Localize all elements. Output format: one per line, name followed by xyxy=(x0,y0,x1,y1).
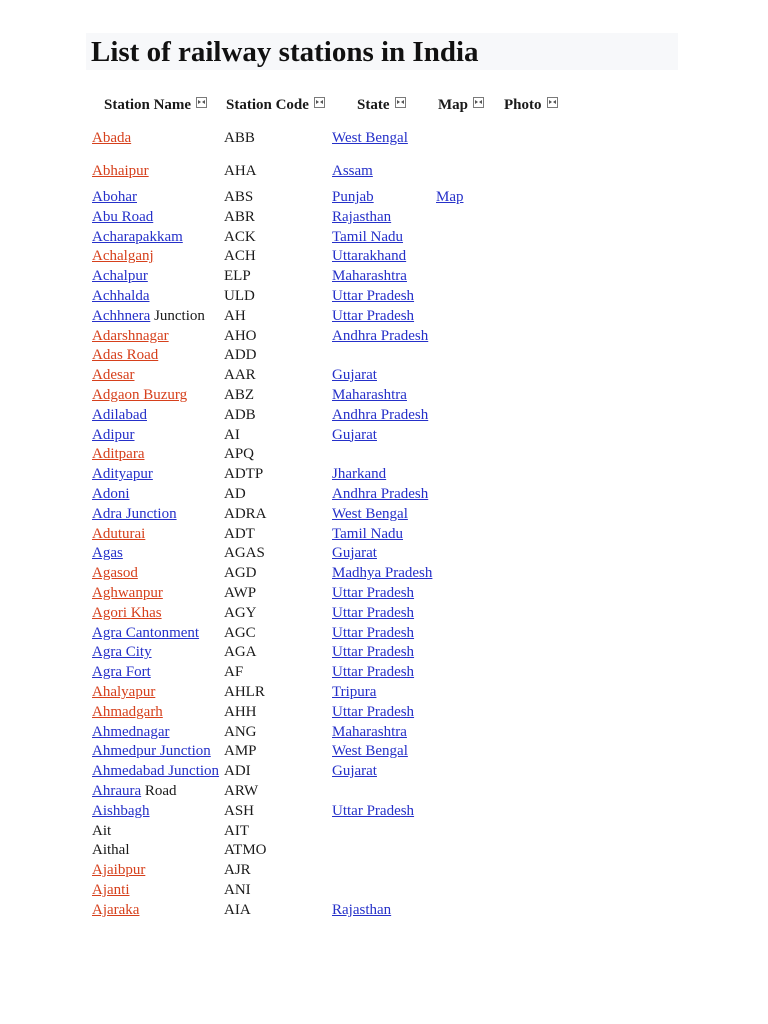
state-cell xyxy=(332,464,386,484)
station-name-link[interactable]: Agasod xyxy=(92,565,138,582)
state-cell xyxy=(332,128,408,148)
state-cell xyxy=(332,662,414,682)
station-code: ADT xyxy=(224,525,255,542)
station-name-link[interactable]: Ahraura xyxy=(92,783,142,799)
state-link[interactable]: Uttarakhand xyxy=(332,248,407,265)
table-row xyxy=(0,781,768,801)
station-name-link[interactable]: Agori Khas xyxy=(92,604,162,621)
station-code: AJR xyxy=(224,862,251,879)
table-row xyxy=(0,702,768,722)
station-name-cell xyxy=(92,682,155,702)
state-cell xyxy=(332,266,407,286)
station-name-link[interactable]: Abu Road xyxy=(92,208,154,225)
state-cell xyxy=(332,504,408,524)
state-link[interactable]: West Bengal xyxy=(332,743,408,760)
station-name-link[interactable]: Adipur xyxy=(92,426,135,443)
table-row xyxy=(0,286,768,306)
state-link[interactable]: Uttar Pradesh xyxy=(332,604,415,621)
station-code: AIT xyxy=(224,822,249,839)
station-name-cell xyxy=(92,623,199,643)
state-link[interactable]: Gujarat xyxy=(332,426,377,443)
header-photo-label: Photo xyxy=(504,97,542,113)
station-code: ELP xyxy=(224,268,251,285)
state-cell xyxy=(332,161,373,181)
station-code: AHLR xyxy=(224,684,265,700)
station-name-cell xyxy=(92,207,153,227)
station-name-link[interactable]: Adarshnagar xyxy=(92,327,169,344)
station-name-cell xyxy=(92,900,139,920)
station-name-link[interactable]: Ajaibpur xyxy=(92,862,146,879)
station-code: AWP xyxy=(224,585,257,601)
station-name-link[interactable]: Acharapakkam xyxy=(92,228,183,245)
station-name-suffix: Junction xyxy=(150,307,205,324)
state-link[interactable]: Gujarat xyxy=(332,367,377,384)
state-link[interactable]: Rajasthan xyxy=(332,208,392,225)
state-link[interactable]: Andhra Pradesh xyxy=(332,327,429,344)
station-code: AHH xyxy=(224,703,257,720)
station-name-cell xyxy=(92,484,130,504)
state-cell xyxy=(332,583,414,603)
state-cell xyxy=(332,722,407,742)
station-name-cell xyxy=(92,425,135,445)
table-row xyxy=(0,405,768,425)
header-state-label: State xyxy=(357,97,390,113)
station-code: ARW xyxy=(224,783,259,799)
station-code: AHA xyxy=(224,163,257,179)
state-link[interactable]: Tamil Nadu xyxy=(332,228,404,245)
station-code: AD xyxy=(224,486,246,502)
state-link[interactable]: Jharkand xyxy=(332,466,387,483)
table-row xyxy=(0,425,768,445)
table-row xyxy=(0,464,768,484)
station-code: ANG xyxy=(224,723,257,740)
station-name-suffix: Road xyxy=(141,783,177,799)
station-name-link[interactable]: Agra City xyxy=(92,644,152,661)
station-code: AAR xyxy=(224,367,256,384)
state-link[interactable]: Assam xyxy=(332,163,373,179)
state-cell xyxy=(332,563,432,583)
state-link[interactable]: Maharashtra xyxy=(332,723,407,740)
station-name-cell xyxy=(92,306,205,326)
station-name-link[interactable]: Adityapur xyxy=(92,466,153,483)
state-cell xyxy=(332,425,377,445)
table-row xyxy=(0,662,768,682)
station-name-link[interactable]: Agra Cantonment xyxy=(92,624,200,641)
table-row xyxy=(0,563,768,583)
table-row xyxy=(0,365,768,385)
map-link[interactable]: Map xyxy=(436,189,464,205)
station-name-cell xyxy=(92,781,177,801)
state-cell xyxy=(332,801,414,821)
station-name-cell xyxy=(92,642,152,662)
table-row xyxy=(0,246,768,266)
station-name-cell xyxy=(92,246,154,266)
table-row xyxy=(0,840,768,860)
station-name-link[interactable]: Ahmednagar xyxy=(92,723,170,740)
state-link[interactable]: Maharashtra xyxy=(332,268,407,285)
station-name-cell xyxy=(92,161,149,181)
state-cell xyxy=(332,385,407,405)
state-cell xyxy=(332,227,403,247)
header-station-name-label: Station Name xyxy=(104,97,192,113)
station-name-link[interactable]: Agra Fort xyxy=(92,664,151,681)
station-name-cell xyxy=(92,761,219,781)
state-link[interactable]: Uttar Pradesh xyxy=(332,703,415,720)
table-row xyxy=(0,484,768,504)
state-link[interactable]: Uttar Pradesh xyxy=(332,644,415,661)
station-name-link[interactable]: Abhaipur xyxy=(92,163,149,179)
table-row xyxy=(0,603,768,623)
station-name-cell xyxy=(92,880,130,900)
station-name-link[interactable]: Adoni xyxy=(92,486,130,502)
table-row xyxy=(0,345,768,365)
station-code: AHO xyxy=(224,327,257,344)
state-cell xyxy=(332,702,414,722)
table-row xyxy=(0,623,768,643)
station-code: ABR xyxy=(224,208,255,225)
station-name-cell xyxy=(92,365,134,385)
table-row xyxy=(0,161,768,181)
state-cell xyxy=(332,246,406,266)
station-code: ACK xyxy=(224,228,256,245)
station-name-link[interactable]: Achalganj xyxy=(92,248,154,265)
state-cell xyxy=(332,405,428,425)
station-code: AIA xyxy=(224,901,251,918)
station-name-link[interactable]: Achhalda xyxy=(92,288,150,304)
station-code: ACH xyxy=(224,248,256,265)
table-row xyxy=(0,682,768,702)
station-name-link[interactable]: Aishbagh xyxy=(92,802,150,819)
station-name-cell xyxy=(92,227,183,247)
table-row xyxy=(0,880,768,900)
state-link[interactable]: Tamil Nadu xyxy=(332,525,404,542)
station-name-link[interactable]: Ahalyapur xyxy=(92,684,156,700)
station-name-cell xyxy=(92,662,151,682)
state-link[interactable]: Andhra Pradesh xyxy=(332,486,429,502)
station-code: ABZ xyxy=(224,387,254,403)
table-row xyxy=(0,741,768,761)
station-name-link[interactable]: Ajanti xyxy=(92,882,130,898)
station-name-cell xyxy=(92,444,144,464)
table-row xyxy=(0,187,768,207)
station-name-link[interactable]: Ahmedpur Junction xyxy=(92,743,211,760)
map-cell xyxy=(436,187,464,207)
station-name-cell xyxy=(92,524,145,544)
station-name-link: Aithal xyxy=(92,842,130,859)
state-cell xyxy=(332,365,377,385)
station-name-link: Ait xyxy=(92,822,112,839)
table-row xyxy=(0,504,768,524)
station-name-cell xyxy=(92,464,153,484)
table-row xyxy=(0,227,768,247)
station-code: AGD xyxy=(224,565,257,582)
state-link[interactable]: Tripura xyxy=(332,684,377,700)
station-name-link[interactable]: Aghwanpur xyxy=(92,585,163,601)
state-link[interactable]: Uttar Pradesh xyxy=(332,307,415,324)
station-name-cell xyxy=(92,345,158,365)
state-link[interactable]: Uttar Pradesh xyxy=(332,585,415,601)
page-title: List of railway stations in India xyxy=(91,36,479,68)
station-name-cell xyxy=(92,840,130,860)
state-cell xyxy=(332,306,414,326)
station-code: AGY xyxy=(224,604,257,621)
table-row xyxy=(0,761,768,781)
table-row xyxy=(0,642,768,662)
station-code: ADRA xyxy=(224,505,267,522)
state-cell xyxy=(332,286,414,306)
station-name-cell xyxy=(92,801,150,821)
station-name-cell xyxy=(92,326,169,346)
state-link[interactable]: Maharashtra xyxy=(332,387,407,403)
state-cell xyxy=(332,543,377,563)
table-row xyxy=(0,821,768,841)
state-link[interactable]: Uttar Pradesh xyxy=(332,802,415,819)
station-code: ABB xyxy=(224,130,255,146)
station-code: ADTP xyxy=(224,466,264,483)
station-code: ATMO xyxy=(224,842,267,859)
station-name-link[interactable]: Abada xyxy=(92,130,132,146)
station-name-link[interactable]: Adgaon Buzurg xyxy=(92,387,188,403)
station-name-cell xyxy=(92,741,211,761)
state-cell xyxy=(332,187,374,207)
state-link[interactable]: Madhya Pradesh xyxy=(332,565,433,582)
station-name-link[interactable]: Abohar xyxy=(92,189,137,205)
station-name-cell xyxy=(92,702,163,722)
state-link[interactable]: Uttar Pradesh xyxy=(332,664,415,681)
state-cell xyxy=(332,623,414,643)
station-code: AGAS xyxy=(224,545,265,562)
table-row xyxy=(0,860,768,880)
state-cell xyxy=(332,900,391,920)
state-link[interactable]: West Bengal xyxy=(332,505,408,522)
station-name-cell xyxy=(92,860,145,880)
station-name-link[interactable]: Ahmadgarh xyxy=(92,703,163,720)
station-code: ASH xyxy=(224,802,255,819)
station-code: ADI xyxy=(224,763,251,780)
state-link[interactable]: Uttar Pradesh xyxy=(332,288,415,304)
state-cell xyxy=(332,682,376,702)
state-link[interactable]: Punjab xyxy=(332,189,374,205)
station-name-cell xyxy=(92,266,148,286)
state-link[interactable]: Rajasthan xyxy=(332,901,392,918)
station-name-link[interactable]: Aduturai xyxy=(92,525,146,542)
state-link[interactable]: Uttar Pradesh xyxy=(332,624,415,641)
state-link[interactable]: West Bengal xyxy=(332,130,408,146)
table-row xyxy=(0,128,768,148)
station-name-cell xyxy=(92,385,187,405)
station-code: ANI xyxy=(224,882,251,898)
header-station-code-label: Station Code xyxy=(226,97,309,113)
table-row xyxy=(0,306,768,326)
station-name-cell xyxy=(92,722,169,742)
state-cell xyxy=(332,603,414,623)
table-row xyxy=(0,444,768,464)
station-code: ULD xyxy=(224,288,255,304)
station-name-link[interactable]: Aditpara xyxy=(92,446,145,463)
state-cell xyxy=(332,207,391,227)
station-code: AI xyxy=(224,426,240,443)
station-name-link[interactable]: Ahmedabad Junction xyxy=(92,763,220,780)
table-row xyxy=(0,583,768,603)
station-name-link[interactable]: Adesar xyxy=(92,367,135,384)
station-name-cell xyxy=(92,286,149,306)
station-name-cell xyxy=(92,563,138,583)
station-code: AH xyxy=(224,307,246,324)
state-cell xyxy=(332,524,403,544)
station-name-link[interactable]: Ajaraka xyxy=(92,901,140,918)
table-row xyxy=(0,722,768,742)
station-name-cell xyxy=(92,543,123,563)
station-name-link[interactable]: Adra Junction xyxy=(92,505,177,522)
station-code: ADD xyxy=(224,347,257,364)
station-code: ABS xyxy=(224,189,254,205)
table-row xyxy=(0,801,768,821)
station-code: AF xyxy=(224,664,244,681)
station-name-cell xyxy=(92,187,137,207)
station-name-cell xyxy=(92,603,162,623)
station-name-link[interactable]: Agas xyxy=(92,545,123,562)
station-name-link[interactable]: Achalpur xyxy=(92,268,148,285)
station-name-cell xyxy=(92,405,147,425)
station-code: ADB xyxy=(224,406,256,423)
state-cell xyxy=(332,642,414,662)
table-row xyxy=(0,524,768,544)
station-name-cell xyxy=(92,504,177,524)
state-link[interactable]: Gujarat xyxy=(332,545,377,562)
station-code: AGC xyxy=(224,624,256,641)
station-name-link[interactable]: Adas Road xyxy=(92,347,159,364)
station-name-cell xyxy=(92,128,131,148)
state-cell xyxy=(332,761,377,781)
table-row xyxy=(0,543,768,563)
table-row xyxy=(0,385,768,405)
header-map-label: Map xyxy=(438,97,468,113)
table-row xyxy=(0,207,768,227)
state-cell xyxy=(332,484,428,504)
table-row xyxy=(0,326,768,346)
state-link[interactable]: Andhra Pradesh xyxy=(332,406,429,423)
station-name-cell xyxy=(92,821,111,841)
station-name-cell xyxy=(92,583,163,603)
station-code: APQ xyxy=(224,446,255,463)
state-cell xyxy=(332,326,428,346)
state-link[interactable]: Gujarat xyxy=(332,763,377,780)
station-code: AMP xyxy=(224,743,257,760)
state-cell xyxy=(332,741,408,761)
station-code: AGA xyxy=(224,644,257,661)
table-row xyxy=(0,900,768,920)
table-row xyxy=(0,266,768,286)
station-name-link[interactable]: Achhnera xyxy=(92,307,151,324)
station-name-link[interactable]: Adilabad xyxy=(92,406,147,423)
